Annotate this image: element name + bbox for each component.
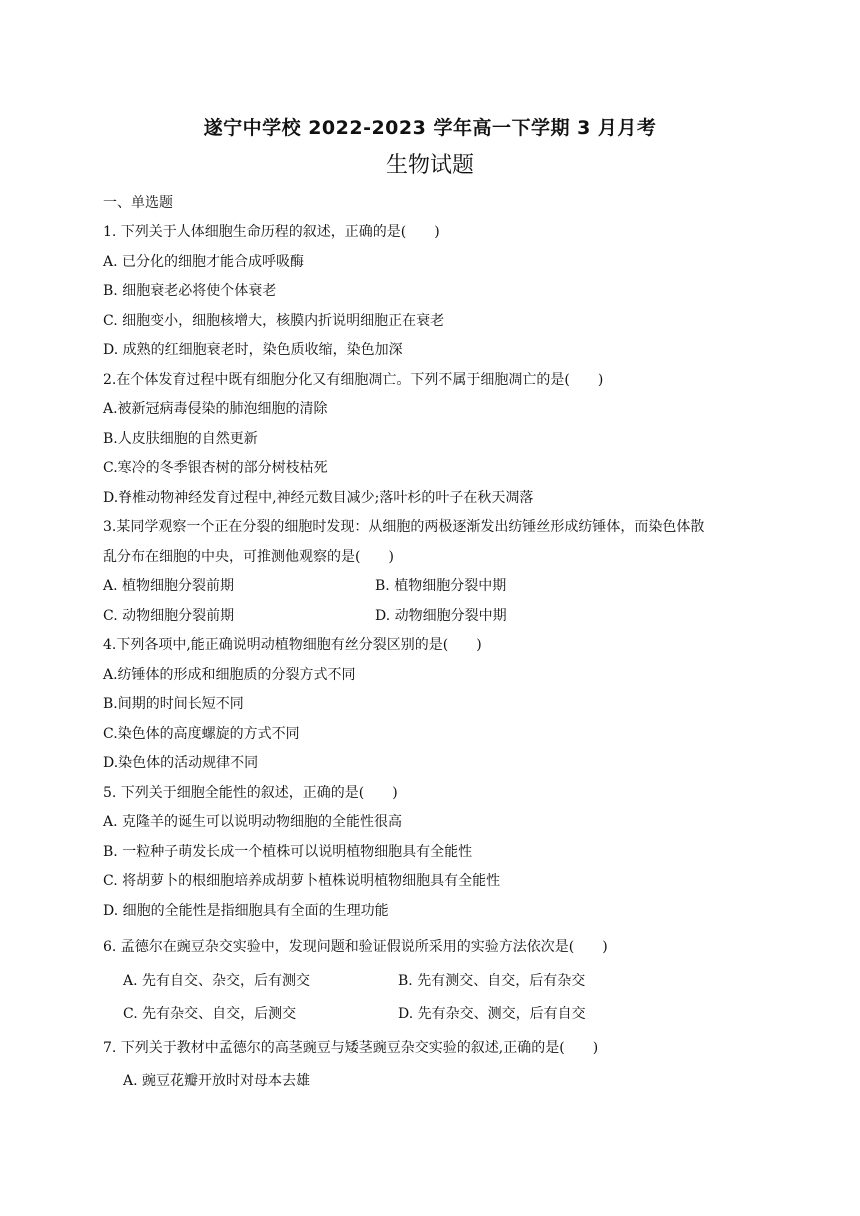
question-4: 4.下列各项中,能正确说明动植物细胞有丝分裂区别的是( ) bbox=[103, 637, 482, 653]
q4-option-a: A.纺锤体的形成和细胞质的分裂方式不同 bbox=[103, 667, 356, 683]
q3-option-a: A. 植物细胞分裂前期 bbox=[103, 578, 235, 594]
q2-option-d: D.脊椎动物神经发育过程中,神经元数目减少;落叶杉的叶子在秋天凋落 bbox=[103, 490, 534, 506]
q4-option-c: C.染色体的高度螺旋的方式不同 bbox=[103, 726, 300, 742]
q2-option-c: C.寒冷的冬季银杏树的部分树枝枯死 bbox=[103, 460, 328, 476]
question-7: 7. 下列关于教材中孟德尔的高茎豌豆与矮茎豌豆杂交实验的叙述,正确的是( ) bbox=[103, 1040, 599, 1056]
document-subtitle: 生物试题 bbox=[385, 153, 474, 178]
q4-option-d: D.染色体的活动规律不同 bbox=[103, 755, 259, 771]
q6-option-d: D. 先有杂交、测交，后有自交 bbox=[398, 1006, 586, 1022]
q7-option-a: A. 豌豆花瓣开放时对母本去雄 bbox=[123, 1073, 311, 1089]
question-2: 2.在个体发育过程中既有细胞分化又有细胞凋亡。下列不属于细胞凋亡的是( ) bbox=[103, 372, 604, 388]
q3-option-b: B. 植物细胞分裂中期 bbox=[375, 578, 507, 594]
document-title: 遂宁中学校 2022-2023 学年高一下学期 3 月月考 bbox=[203, 117, 657, 139]
question-3-continued: 乱分布在细胞的中央，可推测他观察的是( ) bbox=[103, 549, 394, 565]
q1-option-c: C. 细胞变小，细胞核增大，核膜内折说明细胞正在衰老 bbox=[103, 313, 445, 329]
q5-option-d: D. 细胞的全能性是指细胞具有全面的生理功能 bbox=[103, 903, 389, 919]
question-5: 5. 下列关于细胞全能性的叙述，正确的是( ) bbox=[103, 785, 398, 801]
q1-option-d: D. 成熟的红细胞衰老时，染色质收缩，染色加深 bbox=[103, 342, 403, 358]
q3-option-c: C. 动物细胞分裂前期 bbox=[103, 608, 235, 624]
q4-option-b: B.间期的时间长短不同 bbox=[103, 696, 244, 712]
q3-option-d: D. 动物细胞分裂中期 bbox=[375, 608, 507, 624]
q1-option-b: B. 细胞衰老必将使个体衰老 bbox=[103, 283, 277, 299]
q2-option-b: B.人皮肤细胞的自然更新 bbox=[103, 431, 258, 447]
question-1: 1. 下列关于人体细胞生命历程的叙述，正确的是( ) bbox=[103, 224, 440, 240]
q5-option-b: B. 一粒种子萌发长成一个植株可以说明植物细胞具有全能性 bbox=[103, 844, 473, 860]
q6-option-a: A. 先有自交、杂交，后有测交 bbox=[123, 973, 311, 989]
q1-option-a: A. 已分化的细胞才能合成呼吸酶 bbox=[103, 254, 305, 270]
q5-option-a: A. 克隆羊的诞生可以说明动物细胞的全能性很高 bbox=[103, 814, 403, 830]
q2-option-a: A.被新冠病毒侵染的肺泡细胞的清除 bbox=[103, 401, 328, 417]
question-3: 3.某同学观察一个正在分裂的细胞时发现：从细胞的两极逐渐发出纺锤丝形成纺锤体，而染色体散 bbox=[103, 519, 705, 535]
q6-option-c: C. 先有杂交、自交，后测交 bbox=[123, 1006, 297, 1022]
section-heading: 一、单选题 bbox=[103, 195, 173, 211]
q6-option-b: B. 先有测交、自交，后有杂交 bbox=[398, 973, 586, 989]
question-6: 6. 孟德尔在豌豆杂交实验中，发现问题和验证假说所采用的实验方法依次是( ) bbox=[103, 939, 608, 955]
q5-option-c: C. 将胡萝卜的根细胞培养成胡萝卜植株说明植物细胞具有全能性 bbox=[103, 873, 501, 889]
